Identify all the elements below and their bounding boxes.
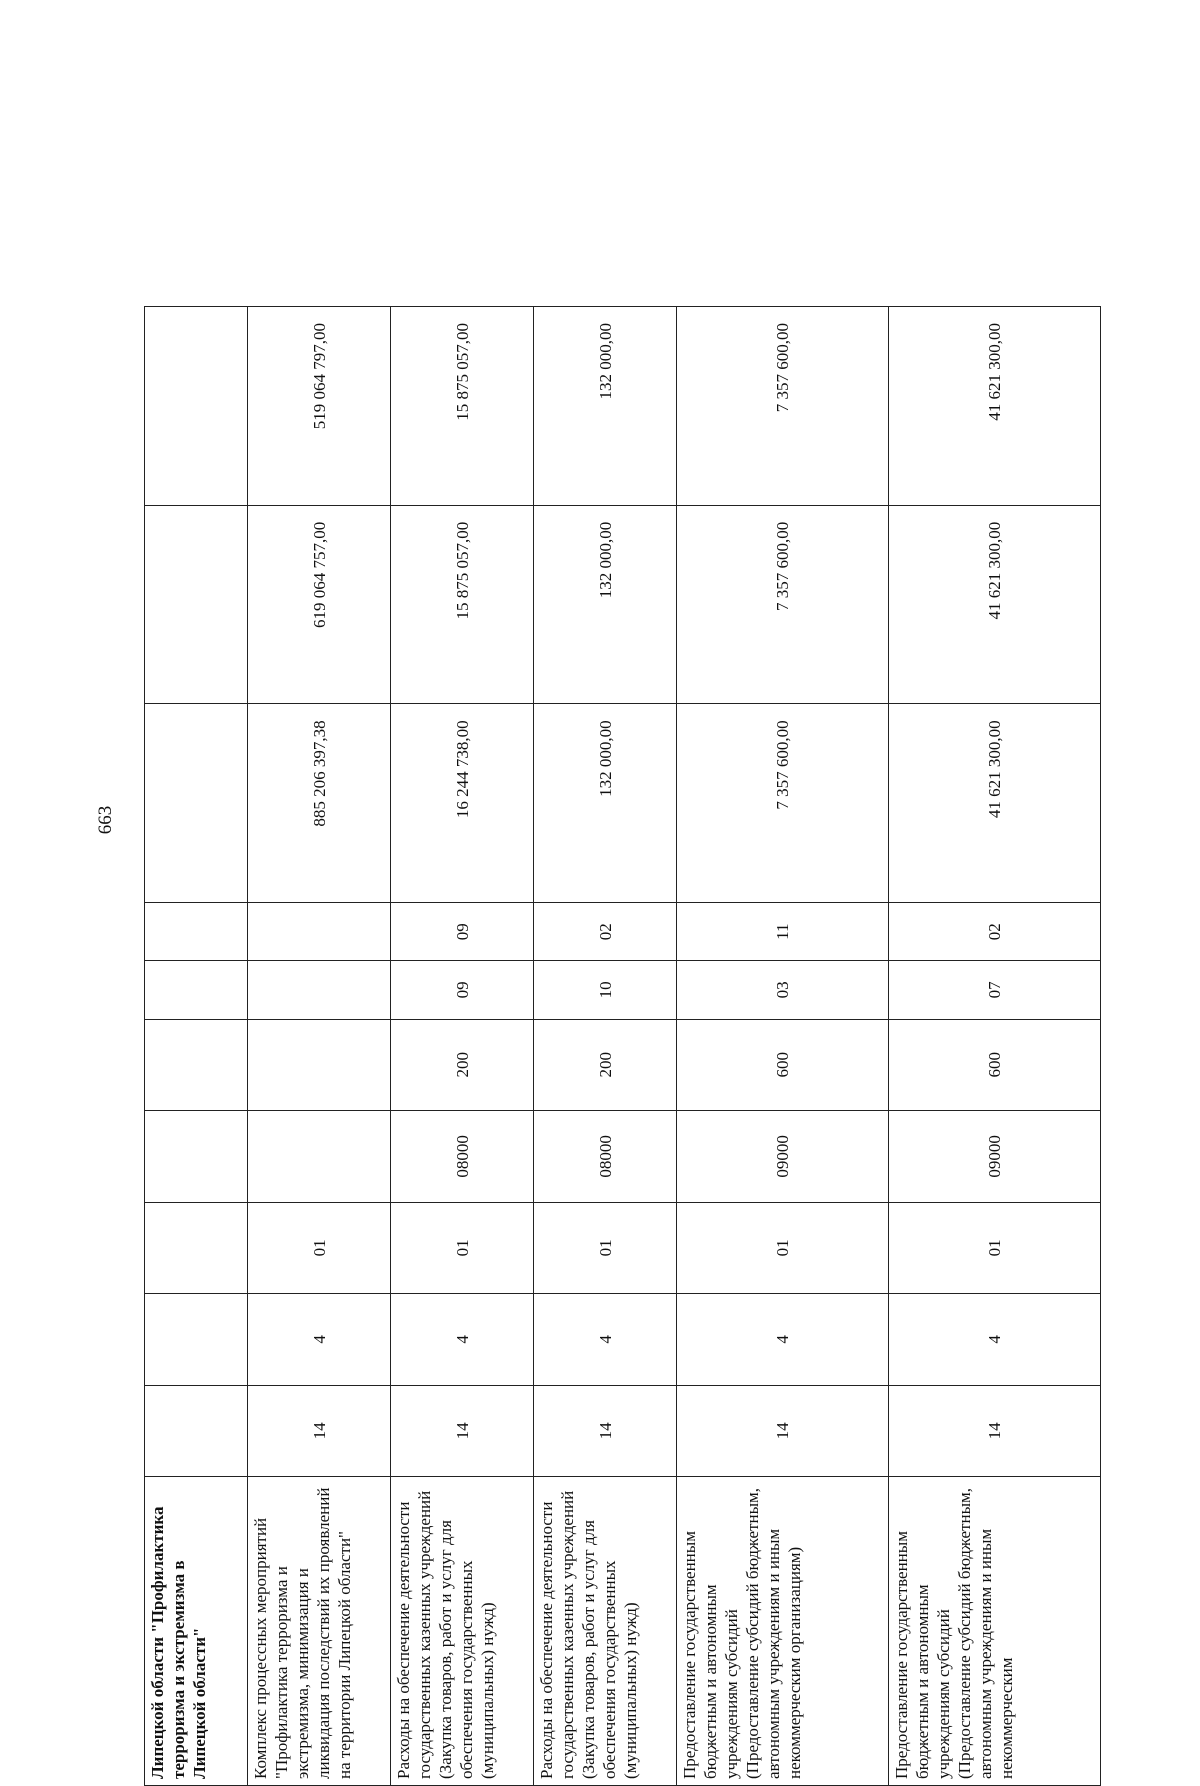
code-col-2 [145,1294,248,1386]
code-col-6: 07 [889,961,1101,1019]
code-col-6 [145,961,248,1019]
row-description: Расходы на обеспечение деятельности государственных казенных учреждений (Закупка товаров, работ и услуг для обеспечения государственных (муниципальных) нужд) [534,1477,677,1786]
table-row [391,307,534,1786]
code-col-5: 600 [677,1019,889,1111]
amount-col-3: 15 875 057,00 [391,307,534,506]
code-col-2: 4 [889,1294,1101,1386]
budget-table-rotated [144,306,1100,1786]
table-row [145,307,248,1786]
code-col-2: 4 [391,1294,534,1386]
amount-col-3: 7 357 600,00 [677,307,889,506]
code-col-1: 14 [534,1385,677,1477]
code-col-6 [248,961,391,1019]
budget-table [144,306,1101,1786]
amount-col-2 [145,505,248,704]
table-row [534,307,677,1786]
code-col-4: 09000 [889,1111,1101,1203]
row-description: Предоставление государственным бюджетным и автономным учреждениям субсидий (Предоставление субсидий бюджетным, автономным учреждениям и иным некоммерческим [889,1477,1101,1786]
row-description: Предоставление государственным бюджетным и автономным учреждениям субсидий (Предоставление субсидий бюджетным, автономным учреждениям и иным некоммерческим организациям) [677,1477,889,1786]
code-col-4: 09000 [677,1111,889,1203]
amount-col-1: 7 357 600,00 [677,704,889,903]
code-col-7 [248,903,391,961]
code-col-3: 01 [534,1202,677,1294]
code-col-5 [145,1019,248,1111]
amount-col-3: 132 000,00 [534,307,677,506]
code-col-1: 14 [677,1385,889,1477]
code-col-7: 02 [889,903,1101,961]
code-col-2: 4 [248,1294,391,1386]
amount-col-2: 41 621 300,00 [889,505,1101,704]
code-col-5: 200 [391,1019,534,1111]
code-col-5: 600 [889,1019,1101,1111]
code-col-7: 02 [534,903,677,961]
amount-col-1: 16 244 738,00 [391,704,534,903]
amount-col-3 [145,307,248,506]
amount-col-2: 7 357 600,00 [677,505,889,704]
code-col-7 [145,903,248,961]
code-col-4 [145,1111,248,1203]
code-col-6: 09 [391,961,534,1019]
amount-col-1: 41 621 300,00 [889,704,1101,903]
code-col-4 [248,1111,391,1203]
code-col-1: 14 [248,1385,391,1477]
code-col-6: 03 [677,961,889,1019]
code-col-3: 01 [677,1202,889,1294]
code-col-7: 09 [391,903,534,961]
code-col-1: 14 [889,1385,1101,1477]
code-col-4: 08000 [391,1111,534,1203]
code-col-3 [145,1202,248,1294]
row-description: Расходы на обеспечение деятельности государственных казенных учреждений (Закупка товаров, работ и услуг для обеспечения государственных (муниципальных) нужд) [391,1477,534,1786]
amount-col-1: 885 206 397,38 [248,704,391,903]
amount-col-1 [145,704,248,903]
table-row [677,307,889,1786]
amount-col-1: 132 000,00 [534,704,677,903]
amount-col-3: 41 621 300,00 [889,307,1101,506]
row-description: Комплекс процессных мероприятий "Профилактика терроризма и экстремизма, минимизация и ликвидация последствий их проявлений на территории Липецкой области" [248,1477,391,1786]
page-number: 663 [95,805,116,835]
code-col-3: 01 [889,1202,1101,1294]
code-col-7: 11 [677,903,889,961]
code-col-5: 200 [534,1019,677,1111]
code-col-4: 08000 [534,1111,677,1203]
code-col-5 [248,1019,391,1111]
table-row [248,307,391,1786]
code-col-6: 10 [534,961,677,1019]
code-col-2: 4 [677,1294,889,1386]
code-col-2: 4 [534,1294,677,1386]
code-col-3: 01 [391,1202,534,1294]
code-col-1 [145,1385,248,1477]
amount-col-2: 132 000,00 [534,505,677,704]
amount-col-2: 15 875 057,00 [391,505,534,704]
amount-col-3: 519 064 797,00 [248,307,391,506]
code-col-1: 14 [391,1385,534,1477]
row-description: Липецкой области "Профилактика терроризма и экстремизма в Липецкой области" [145,1477,248,1786]
code-col-3: 01 [248,1202,391,1294]
amount-col-2: 619 064 757,00 [248,505,391,704]
table-row [889,307,1101,1786]
